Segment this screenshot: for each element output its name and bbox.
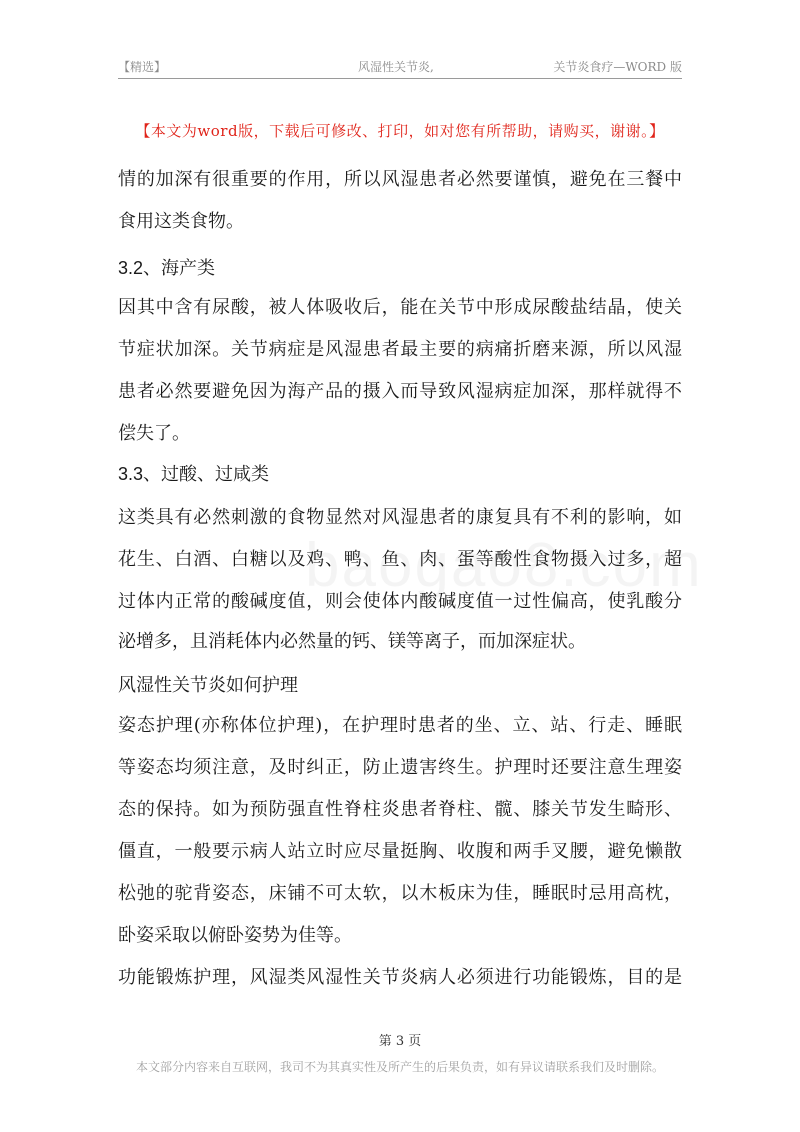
- paragraph-line: 等姿态均须注意，及时纠正，防止遗害终生。护理时还要注意生理姿: [118, 757, 682, 778]
- paragraph-line: 功能锻炼护理，风湿类风湿性关节炎病人必须进行功能锻炼，目的是: [118, 967, 682, 988]
- page-header: [118, 56, 682, 79]
- header-left-tag: 【精选】: [118, 60, 167, 74]
- section-heading: 3.3、过酸、过咸类: [118, 464, 270, 484]
- paragraph-line: 僵直，一般要示病人站立时应尽量挺胸、收腹和两手叉腰，避免懒散: [118, 841, 682, 862]
- paragraph-line: 因其中含有尿酸，被人体吸收后，能在关节中形成尿酸盐结晶，使关: [118, 297, 682, 318]
- paragraph-line: 花生、白酒、白糖以及鸡、鸭、鱼、肉、蛋等酸性食物摄入过多，超: [118, 549, 682, 570]
- paragraph-line: 患者必然要避免因为海产品的摄入而导致风湿病症加深，那样就得不: [118, 381, 682, 402]
- paragraph-line: 食用这类食物。: [118, 211, 244, 232]
- paragraph-line: 情的加深有很重要的作用，所以风湿患者必然要谨慎，避免在三餐中: [118, 169, 682, 190]
- page-number: 第 3 页: [378, 1034, 422, 1049]
- section-heading: 3.2、海产类: [118, 258, 216, 278]
- footer-disclaimer: 本文部分内容来自互联网，我司不为其真实性及所产生的后果负责，如有异议请联系我们及时删除。: [135, 1060, 664, 1074]
- paragraph-line: 卧姿采取以俯卧姿势为佳等。: [118, 925, 352, 946]
- paragraph-line: 偿失了。: [118, 423, 190, 444]
- section-heading: 风湿性关节炎如何护理: [118, 675, 298, 696]
- paragraph-line: 泌增多，且消耗体内必然量的钙、镁等离子，而加深症状。: [118, 631, 586, 652]
- paragraph-line: 松弛的驼背姿态，床铺不可太软，以木板床为佳，睡眠时忌用高枕，: [118, 883, 682, 904]
- download-notice: 【本文为word版，下载后可修改、打印，如对您有所帮助，请购买，谢谢。】: [135, 122, 665, 140]
- paragraph-line: 姿态护理(亦称体位护理)，在护理时患者的坐、立、站、行走、睡眠: [118, 715, 682, 736]
- paragraph-line: 节症状加深。关节病症是风湿患者最主要的病痛折磨来源，所以风湿: [118, 339, 682, 360]
- header-right-title: 关节炎食疗—WORD 版: [553, 60, 682, 74]
- header-title: 风湿性关节炎,: [358, 60, 434, 74]
- paragraph-line: 态的保持。如为预防强直性脊柱炎患者脊柱、髋、膝关节发生畸形、: [118, 799, 682, 820]
- paragraph-line: 这类具有必然刺激的食物显然对风湿患者的康复具有不利的影响，如: [118, 507, 682, 528]
- paragraph-line: 过体内正常的酸碱度值，则会使体内酸碱度值一过性偏高，使乳酸分: [118, 591, 682, 612]
